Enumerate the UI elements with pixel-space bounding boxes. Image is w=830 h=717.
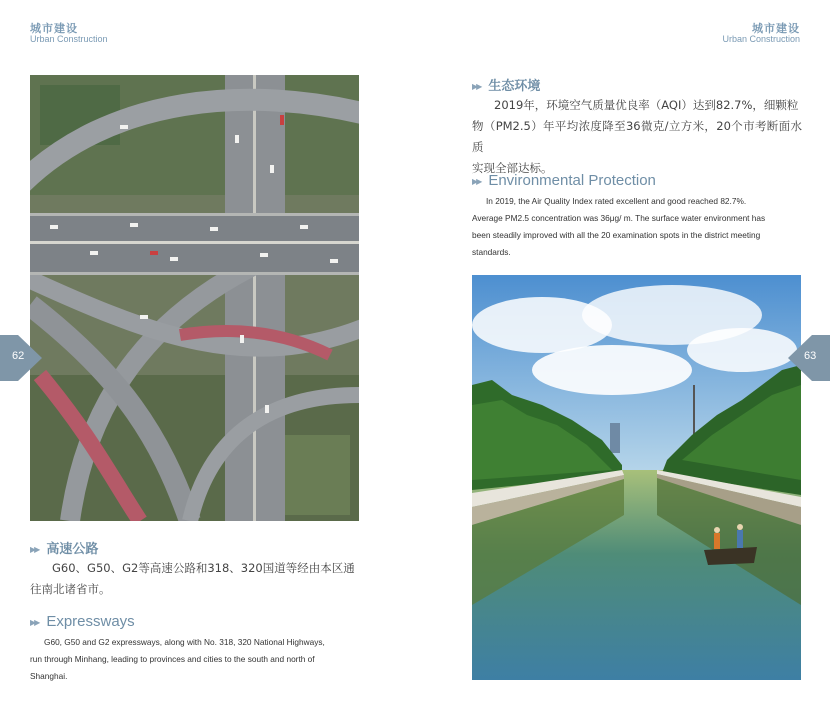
running-header-cn: 城市建设	[752, 22, 800, 35]
section-title-environment-cn: ▶▶ 生态环境	[472, 79, 541, 94]
body-text-en: In 2019, the Air Quality Index rated excellent and good reached 82.7%. Average PM2.5 concentration was 36μg/ m. The surface water environment has been steadily improved with all the 20 examination spots in the district meeting standards.	[472, 196, 766, 257]
section-title-expressways-cn: ▶▶ 高速公路	[30, 542, 99, 557]
section-title-expressways-en: ▶▶ Expressways	[30, 613, 135, 630]
page-number-tab	[788, 335, 830, 381]
right-page	[415, 0, 830, 717]
double-chevron-icon: ▶▶	[30, 545, 39, 554]
page-number: 62	[12, 350, 25, 362]
expressway-interchange-photo	[30, 75, 359, 521]
running-header-en: Urban Construction	[722, 34, 800, 44]
body-text-en: G60, G50 and G2 expressways, along with No. 318, 320 National Highways, run through Minhang, leading to provinces and cities to the south and north of Shanghai.	[30, 637, 325, 681]
double-chevron-icon: ▶▶	[472, 176, 481, 186]
body-text-cn: 2019年，环境空气质量优良率（AQI）达到82.7%，细颗粒 物（PM2.5）年平均浓度降至36微克/立方米，20个市考断面水质 实现全部达标。	[472, 98, 802, 175]
page-number: 63	[804, 350, 817, 362]
double-chevron-icon: ▶▶	[30, 617, 39, 627]
double-chevron-icon: ▶▶	[472, 82, 481, 91]
running-header-en: Urban Construction	[30, 34, 108, 44]
section-title-environment-en: ▶▶ Environmental Protection	[472, 172, 656, 189]
body-text-cn: G60、G50、G2等高速公路和318、320国道等经由本区通 往南北诸省市。	[30, 561, 355, 596]
page-number-tab	[0, 335, 42, 381]
river-canal-photo	[472, 275, 801, 680]
running-header-cn: 城市建设	[30, 22, 78, 35]
